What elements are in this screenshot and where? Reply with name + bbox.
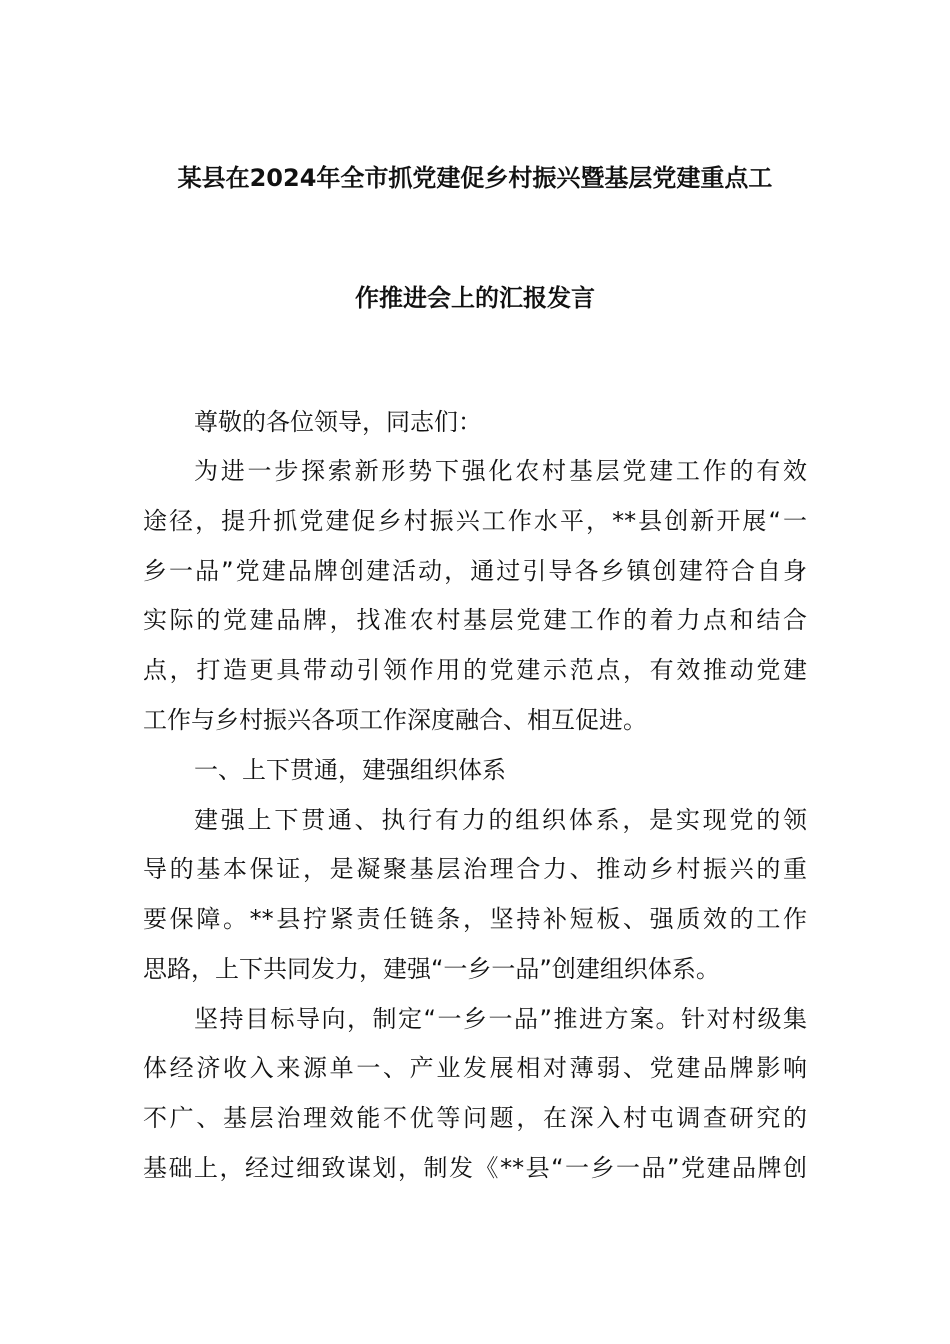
paragraph1-line: 途径，提升抓党建促乡村振兴工作水平，**县创新开展“一: [143, 507, 807, 535]
paragraph2-line: 思路，上下共同发力，建强“一乡一品”创建组织体系。: [143, 955, 720, 983]
section-heading: 一、上下贯通，建强组织体系: [194, 756, 506, 784]
document-title-line-1: 某县在2024年全市抓党建促乡村振兴暨基层党建重点工: [177, 164, 773, 192]
paragraph3-line: 不广、基层治理效能不优等问题，在深入村屯调查研究的: [143, 1104, 807, 1132]
paragraph1-line: 为进一步探索新形势下强化农村基层党建工作的有效: [194, 457, 807, 485]
paragraph3-line: 体经济收入来源单一、产业发展相对薄弱、党建品牌影响: [143, 1054, 807, 1082]
paragraph1-line: 乡一品”党建品牌创建活动，通过引导各乡镇创建符合自身: [143, 557, 807, 585]
paragraph2-line: 要保障。**县拧紧责任链条，坚持补短板、强质效的工作: [143, 905, 807, 933]
salutation: 尊敬的各位领导，同志们：: [194, 408, 482, 436]
paragraph3-line: 基础上，经过细致谋划，制发《**县“一乡一品”党建品牌创: [143, 1154, 807, 1182]
paragraph1-line: 点，打造更具带动引领作用的党建示范点，有效推动党建: [143, 656, 807, 684]
paragraph2-line: 导的基本保证，是凝聚基层治理合力、推动乡村振兴的重: [143, 855, 807, 883]
paragraph1-line: 实际的党建品牌，找准农村基层党建工作的着力点和结合: [143, 606, 807, 634]
document-title-line-2: 作推进会上的汇报发言: [355, 284, 595, 312]
paragraph1-line: 工作与乡村振兴各项工作深度融合、相互促进。: [143, 706, 647, 734]
paragraph3-line: 坚持目标导向，制定“一乡一品”推进方案。针对村级集: [194, 1005, 807, 1033]
paragraph2-line: 建强上下贯通、执行有力的组织体系，是实现党的领: [194, 806, 807, 834]
